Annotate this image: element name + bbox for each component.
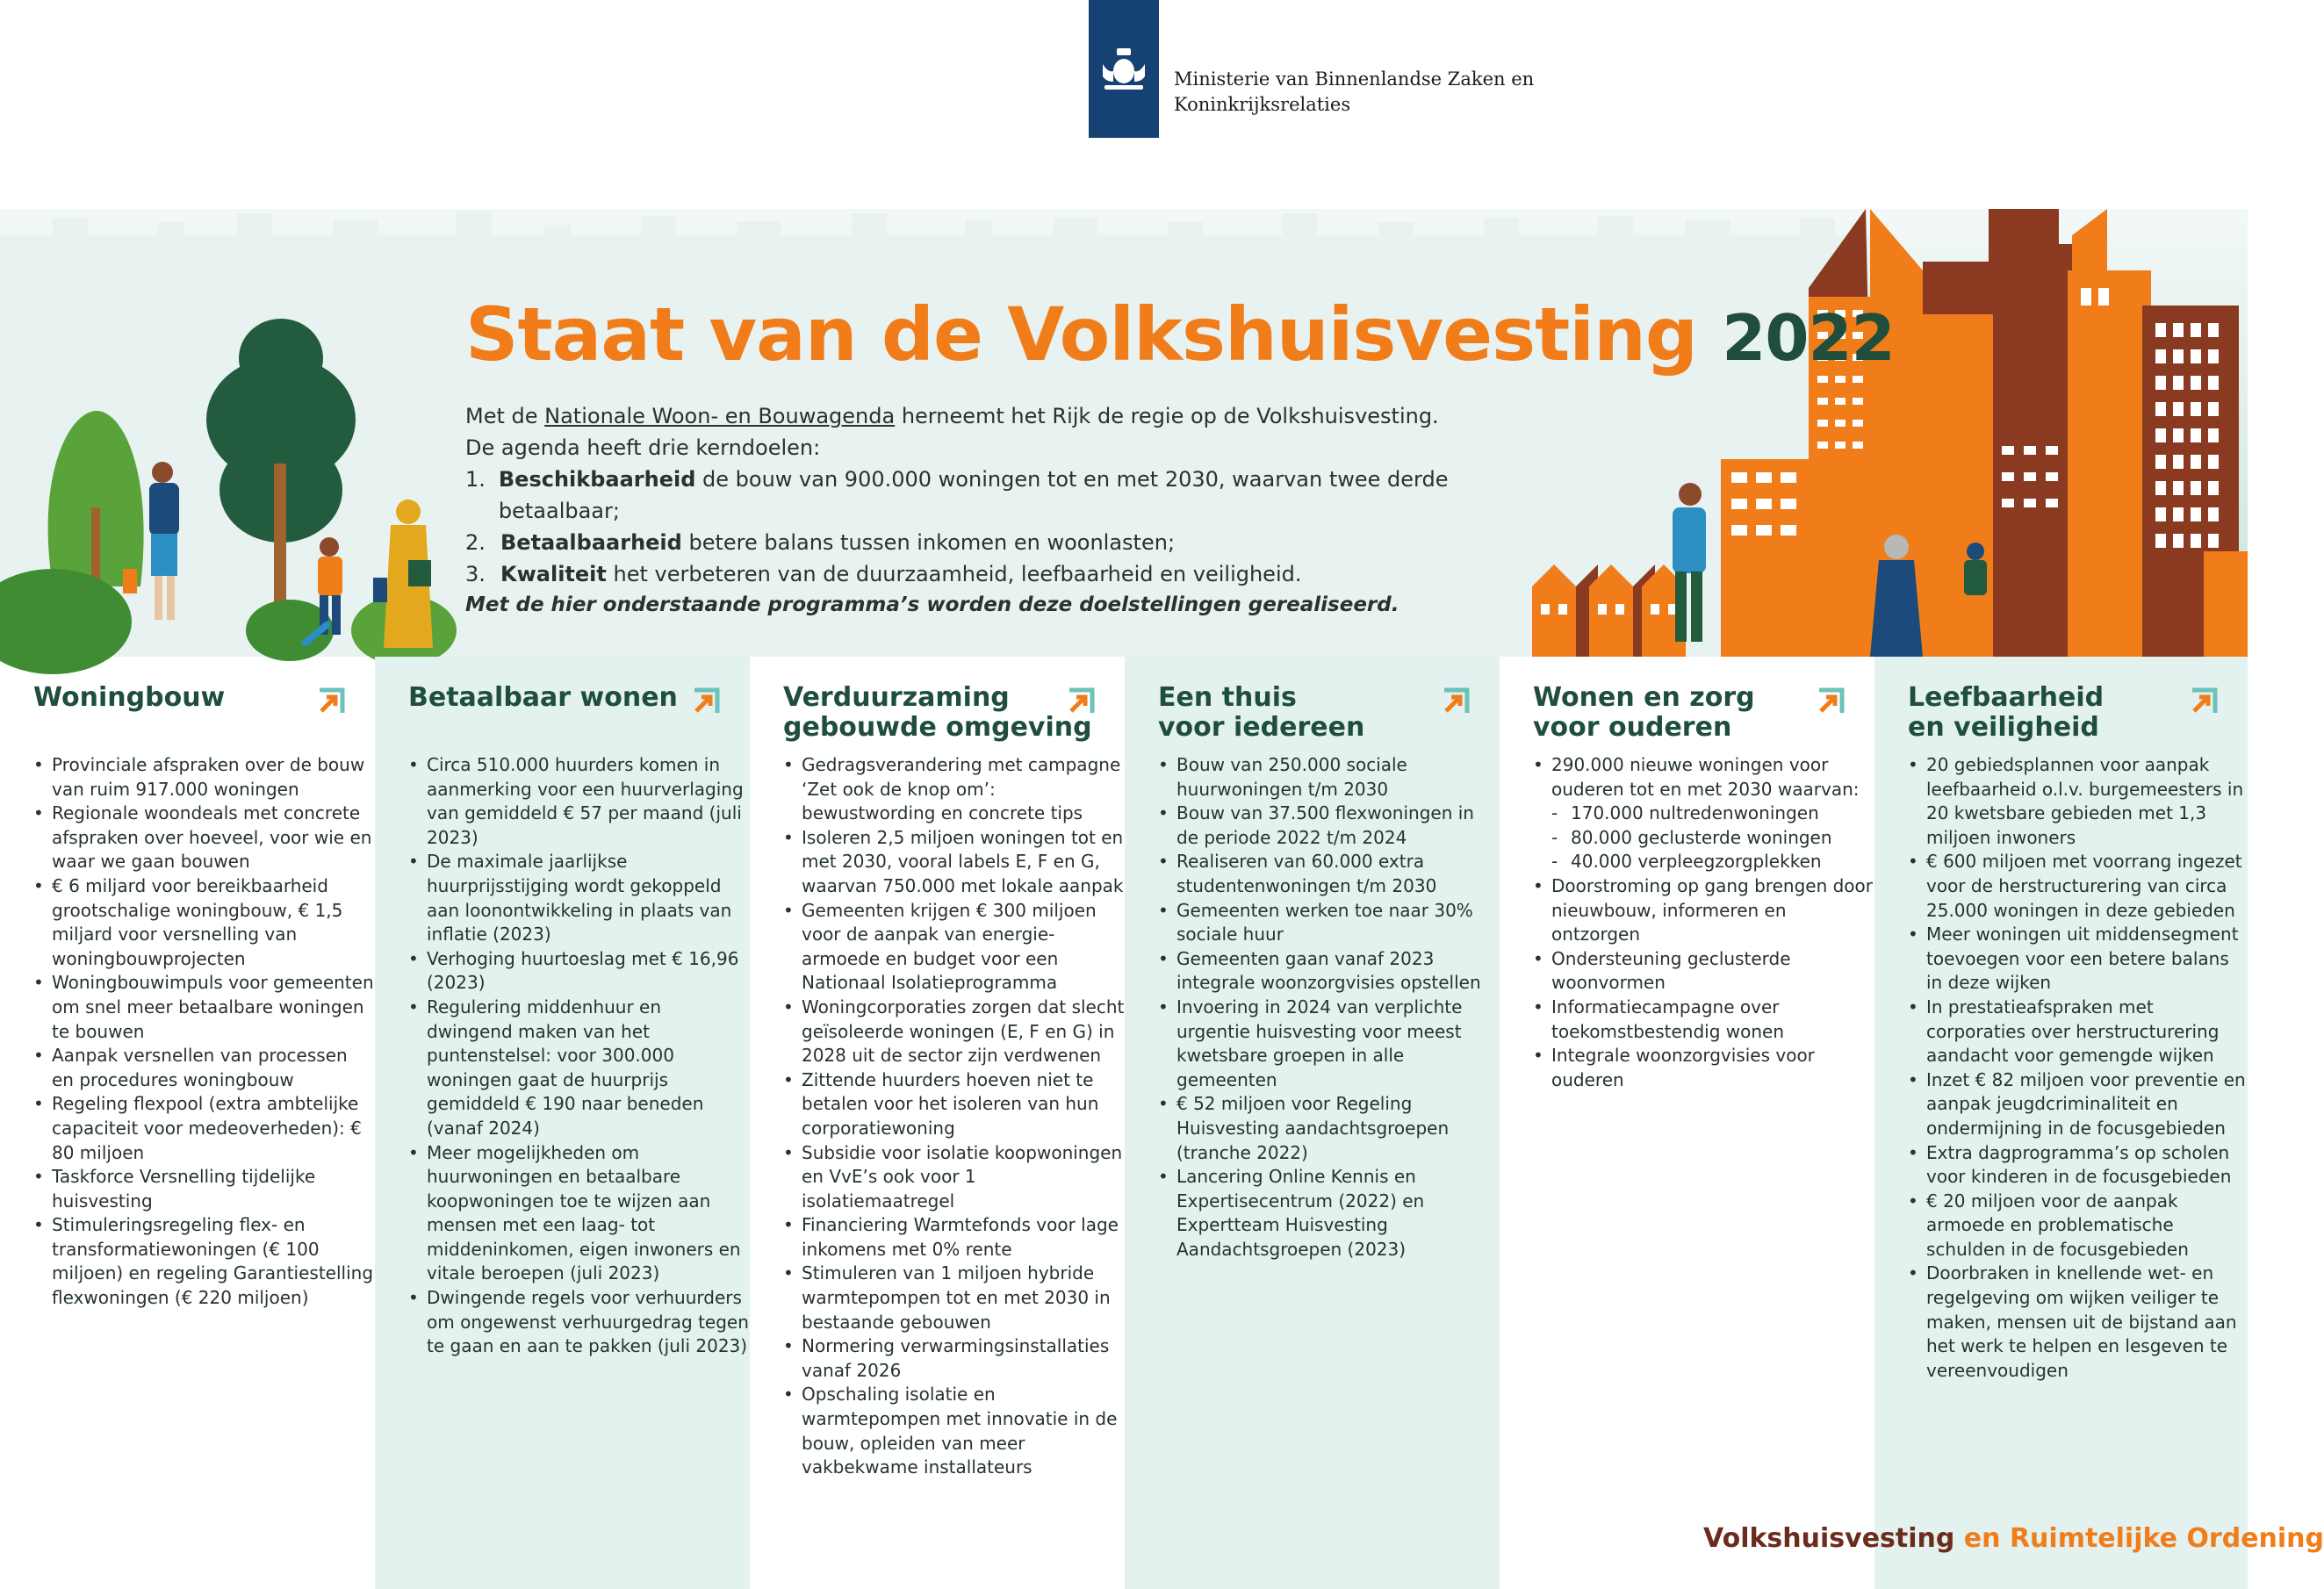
column-leefbaarheid (1874, 657, 2248, 1589)
list-item-text: 290.000 nieuwe woningen voor ouderen tot en met 2030 waarvan: (1551, 754, 1860, 800)
goal-number: 3. (465, 562, 486, 586)
column-list (1533, 753, 1874, 1092)
list-item: • Gemeenten krijgen € 300 miljoen voor de aanpak van energie-armoede en budget voor een Nationaal Isolatieprogramma (783, 899, 1125, 996)
list-item: • Invoering in 2024 van verplichte urgentie huisvesting voor meest kwetsbare groepen in alle gemeenten (1158, 996, 1500, 1092)
external-link-icon[interactable] (314, 685, 348, 718)
goal-number: 1. (465, 467, 486, 492)
page-title (465, 291, 1895, 377)
external-link-icon[interactable] (1439, 685, 1472, 718)
list-item: • 20 gebiedsplannen voor aanpak leefbaarheid o.l.v. burgemeesters in 20 kwetsbare gebieden met 1,3 miljoen inwoners (1908, 753, 2248, 850)
goal-item (465, 464, 1519, 527)
list-item: • Realiseren van 60.000 extra studentenwoningen t/m 2030 (1158, 850, 1500, 898)
list-item: • Subsidie voor isolatie koopwoningen en VvE’s ook voor 1 isolatiemaatregel (783, 1141, 1125, 1214)
ministry-name-line2: Koninkrijksrelaties (1174, 94, 1351, 115)
list-item: • Financiering Warmtefonds voor lage inkomens met 0% rente (783, 1213, 1125, 1262)
goal-term: Beschikbaarheid (498, 467, 696, 492)
goal-item (465, 527, 1519, 558)
list-item: • Extra dagprogramma’s op scholen voor kinderen in de focusgebieden (1908, 1141, 2248, 1190)
list-item (1533, 753, 1874, 874)
list-item: • Provinciale afspraken over de bouw van ruim 917.000 woningen (33, 753, 375, 802)
list-item: • Doorbraken in knellende wet- en regelgeving om wijken veiliger te maken, mensen uit de bijstand aan het werk te helpen en lesgeven te vereenvoudigen (1908, 1262, 2248, 1383)
rijksoverheid-logo (1089, 0, 1159, 138)
sub-list-item: - 40.000 verpleegzorgplekken (1551, 850, 1874, 874)
list-item: • Woningbouwimpuls voor gemeenten om snel meer betaalbare woningen te bouwen (33, 971, 375, 1044)
list-item: • Inzet € 82 miljoen voor preventie en aanpak jeugdcriminaliteit en ondermijning in de focusgebieden (1908, 1068, 2248, 1141)
column-list (783, 753, 1125, 1480)
column-title-line1: Betaalbaar wonen (408, 682, 678, 713)
column-title-line1: Leefbaarheid (1908, 682, 2105, 713)
list-item: • Zittende huurders hoeven niet te betalen voor het isoleren van hun corporatiewoning (783, 1068, 1125, 1141)
goals-list (465, 464, 1519, 590)
list-item: • € 600 miljoen met voorrang ingezet voor de herstructurering van circa 25.000 woningen in deze gebieden (1908, 850, 2248, 923)
column-list (408, 753, 750, 1359)
list-item: • € 52 miljoen voor Regeling Huisvesting aandachtsgroepen (tranche 2022) (1158, 1092, 1500, 1165)
list-item: • De maximale jaarlijkse huurprijsstijging wordt gekoppeld aan loonontwikkeling in plaats van inflatie (2023) (408, 850, 750, 946)
list-item: • € 20 miljoen voor de aanpak armoede en problematische schulden in de focusgebieden (1908, 1190, 2248, 1262)
column-title-line2: voor ouderen (1533, 712, 1732, 743)
column-list (1158, 753, 1500, 1262)
programme-columns (0, 657, 2248, 1589)
agenda-link[interactable]: Nationale Woon- en Bouwagenda (544, 404, 896, 428)
column-een-thuis (1125, 657, 1500, 1589)
column-wonen-en-zorg (1500, 657, 1874, 1589)
list-item: • Integrale woonzorgvisies voor ouderen (1533, 1044, 1874, 1092)
column-title-line2: gebouwde omgeving (783, 712, 1092, 743)
goal-text: betere balans tussen inkomen en woonlasten; (681, 530, 1176, 555)
column-title-line1: Een thuis (1158, 682, 1297, 713)
list-item: • Bouw van 37.500 flexwoningen in de periode 2022 t/m 2024 (1158, 802, 1500, 850)
intro-line1 (465, 400, 1519, 432)
column-list (33, 753, 375, 1311)
intro-line2: De agenda heeft drie kerndoelen: (465, 435, 821, 460)
goal-text: het verbeteren van de duurzaamheid, leefbaarheid en veiligheid. (606, 562, 1302, 586)
list-item: • Meer mogelijkheden om huurwoningen en betaalbare koopwoningen toe te wijzen aan mensen met een laag- tot middeninkomen, eigen inwoners en vitale beroepen (juli 2023) (408, 1141, 750, 1287)
list-item: • Verhoging huurtoeslag met € 16,96 (2023) (408, 947, 750, 996)
list-item: • Normering verwarmingsinstallaties vanaf 2026 (783, 1334, 1125, 1383)
list-item: • Opschaling isolatie en warmtepompen met innovatie in de bouw, opleiden van meer vakbekwame installateurs (783, 1383, 1125, 1479)
goal-term: Betaalbaarheid (500, 530, 682, 555)
footer-part1: Volkshuisvesting (1703, 1523, 1955, 1554)
list-item: • Aanpak versnellen van processen en procedures woningbouw (33, 1044, 375, 1092)
ministry-name-line1: Ministerie van Binnenlandse Zaken en (1174, 68, 1535, 90)
list-item: • Isoleren 2,5 miljoen woningen tot en met 2030, vooral labels E, F en G, waarvan 750.000 met lokale aanpak (783, 826, 1125, 899)
list-item: • € 6 miljard voor bereikbaarheid grootschalige woningbouw, € 1,5 miljard voor versnelling van woningbouwprojecten (33, 874, 375, 971)
list-item: • Lancering Online Kennis en Expertisecentrum (2022) en Expertteam Huisvesting Aandachtsgroepen (2023) (1158, 1165, 1500, 1262)
list-item: • Informatiecampagne over toekomstbestendig wonen (1533, 996, 1874, 1044)
crest-icon (1097, 45, 1150, 94)
footer-label (1703, 1523, 2324, 1554)
tagline: Met de hier onderstaande programma’s worden deze doelstellingen gerealiseerd. (465, 593, 1399, 616)
list-item: • Stimuleringsregeling flex- en transformatiewoningen (€ 100 miljoen) en regeling Garantiestelling flexwoningen (€ 220 miljoen) (33, 1213, 375, 1310)
column-list (1908, 753, 2248, 1383)
column-title-line1: Verduurzaming (783, 682, 1010, 713)
list-item: • Gemeenten gaan vanaf 2023 integrale woonzorgvisies opstellen (1158, 947, 1500, 996)
intro-after: herneemt het Rijk de regie op de Volkshuisvesting. (895, 404, 1439, 428)
external-link-icon[interactable] (1064, 685, 1097, 718)
goal-item (465, 558, 1519, 590)
list-item: • Bouw van 250.000 sociale huurwoningen t/m 2030 (1158, 753, 1500, 802)
goal-text: de bouw van 900.000 woningen tot en met 2030, waarvan twee derde betaalbaar; (498, 467, 1449, 523)
list-item: • Dwingende regels voor verhuurders om ongewenst verhuurgedrag tegen te gaan en aan te pakken (juli 2023) (408, 1286, 750, 1359)
intro-text (465, 400, 1519, 590)
column-title-line1: Wonen en zorg (1533, 682, 1755, 713)
external-link-icon[interactable] (689, 685, 723, 718)
external-link-icon[interactable] (2187, 685, 2220, 718)
list-item: • Gedragsverandering met campagne ‘Zet ook de knop om’: bewustwording en concrete tips (783, 753, 1125, 826)
list-item: • Regeling flexpool (extra ambtelijke capaciteit voor medeoverheden): € 80 miljoen (33, 1092, 375, 1165)
list-item: • Circa 510.000 huurders komen in aanmerking voor een huurverlaging van gemiddeld € 57 per maand (juli 2023) (408, 753, 750, 850)
footer-part2: en Ruimtelijke Ordening (1954, 1523, 2324, 1554)
goal-term: Kwaliteit (500, 562, 607, 586)
column-title-line2: en veiligheid (1908, 712, 2099, 743)
external-link-icon[interactable] (1814, 685, 1847, 718)
column-title-line1: Woningbouw (33, 682, 226, 713)
ministry-name (1174, 67, 1534, 118)
title-text: Staat van de Volkshuisvesting (465, 291, 1698, 377)
list-item: • In prestatieafspraken met corporaties over herstructurering aandacht voor gemengde wijken (1908, 996, 2248, 1068)
sub-list-item: - 80.000 geclusterde woningen (1551, 826, 1874, 851)
list-item: • Regionale woondeals met concrete afspraken over hoeveel, voor wie en waar we gaan bouwen (33, 802, 375, 874)
column-betaalbaar-wonen (375, 657, 750, 1589)
intro-before: Met de (465, 404, 545, 428)
list-item: • Stimuleren van 1 miljoen hybride warmtepompen tot en met 2030 in bestaande gebouwen (783, 1262, 1125, 1334)
list-item: • Meer woningen uit middensegment toevoegen voor een betere balans in deze wijken (1908, 923, 2248, 996)
column-title-line2: voor iedereen (1158, 712, 1365, 743)
column-verduurzaming (750, 657, 1125, 1589)
list-item: • Woningcorporaties zorgen dat slecht geïsoleerde woningen (E, F en G) in 2028 uit de sector zijn verdwenen (783, 996, 1125, 1068)
title-year: 2022 (1722, 301, 1895, 375)
list-item: • Regulering middenhuur en dwingend maken van het puntenstelsel: voor 300.000 woningen gaat de huurprijs gemiddeld € 190 naar beneden (vanaf 2024) (408, 996, 750, 1141)
sub-list-item: - 170.000 nultredenwoningen (1551, 802, 1874, 826)
column-woningbouw (0, 657, 375, 1589)
sub-list (1551, 802, 1874, 874)
goal-number: 2. (465, 530, 486, 555)
list-item: • Doorstroming op gang brengen door nieuwbouw, informeren en ontzorgen (1533, 874, 1874, 947)
list-item: • Ondersteuning geclusterde woonvormen (1533, 947, 1874, 996)
list-item: • Taskforce Versnelling tijdelijke huisvesting (33, 1165, 375, 1213)
list-item: • Gemeenten werken toe naar 30% sociale huur (1158, 899, 1500, 947)
